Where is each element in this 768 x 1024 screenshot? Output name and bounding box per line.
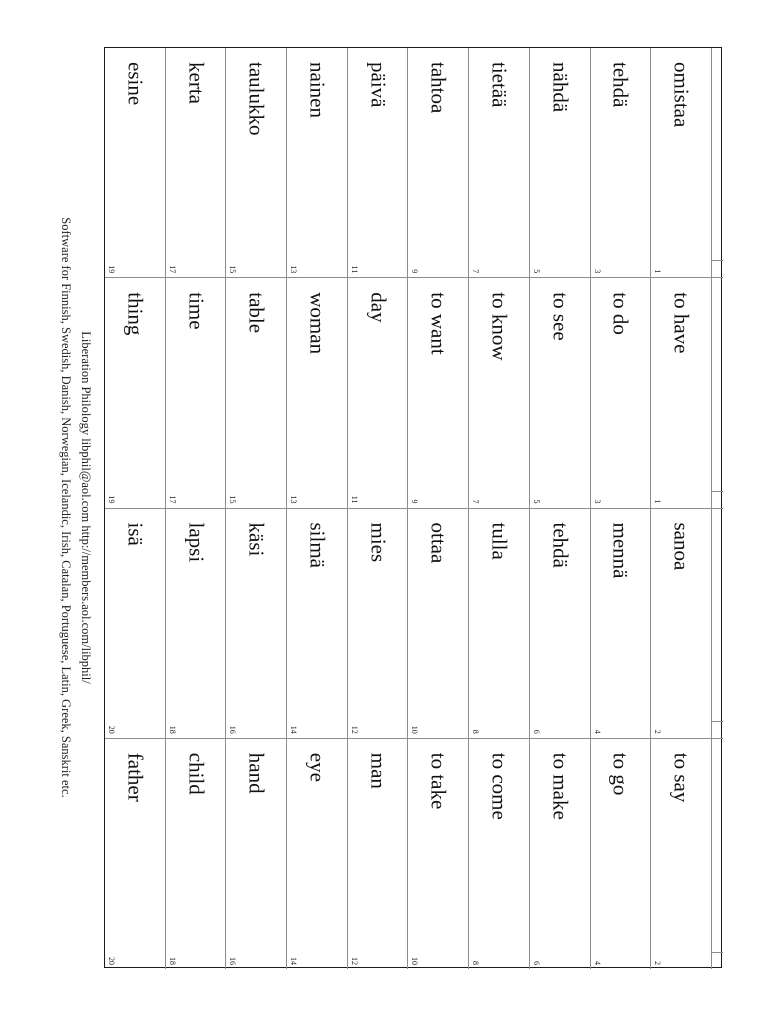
english-word: woman bbox=[305, 292, 330, 355]
card-cell bbox=[105, 48, 166, 278]
card-number: 2 bbox=[653, 729, 663, 734]
card-cell bbox=[651, 278, 712, 508]
footer bbox=[56, 47, 96, 968]
english-word: to make bbox=[548, 752, 573, 820]
card-number: 8 bbox=[471, 729, 481, 734]
card-number: 6 bbox=[531, 961, 541, 965]
card-cell bbox=[651, 48, 712, 278]
card-number: 8 bbox=[471, 961, 481, 965]
card-number: 5 bbox=[531, 499, 541, 504]
card-number: 20 bbox=[107, 957, 116, 965]
card-cell bbox=[469, 48, 530, 278]
card-cell bbox=[287, 48, 348, 278]
finnish-word: taulukko bbox=[244, 62, 269, 136]
card-cell bbox=[591, 48, 652, 278]
card-cell bbox=[348, 739, 409, 969]
finnish-word: isä bbox=[123, 522, 148, 546]
card-cell bbox=[530, 48, 591, 278]
card-cell bbox=[530, 509, 591, 739]
finnish-word: esine bbox=[123, 62, 148, 106]
english-word: to come bbox=[487, 752, 512, 820]
card-number: 10 bbox=[410, 957, 420, 965]
finnish-word: silmä bbox=[305, 522, 330, 568]
finnish-word: tahtoa bbox=[426, 62, 451, 114]
card-number: 16 bbox=[228, 957, 238, 965]
english-word: day bbox=[366, 292, 391, 323]
finnish-word: mies bbox=[366, 522, 391, 563]
card-number: 14 bbox=[289, 957, 299, 965]
footer-contact-line: Liberation Philology libphil@aol.com http://members.aol.com/libphil/ bbox=[79, 331, 93, 684]
card-number: 10 bbox=[410, 725, 420, 734]
finnish-word: tehdä bbox=[608, 62, 633, 108]
card-cell bbox=[469, 739, 530, 969]
card-cell bbox=[105, 278, 166, 508]
card-cell bbox=[591, 739, 652, 969]
card-cell bbox=[105, 509, 166, 739]
english-word: table bbox=[244, 292, 269, 334]
card-cell bbox=[409, 739, 470, 969]
card-number: 12 bbox=[349, 725, 359, 734]
card-number: 11 bbox=[349, 265, 359, 274]
english-word: hand bbox=[244, 752, 269, 794]
english-word: to take bbox=[426, 752, 451, 810]
card-cell bbox=[166, 48, 227, 278]
card-number: 15 bbox=[228, 495, 238, 504]
finnish-word: tehdä bbox=[548, 522, 573, 568]
card-number: 19 bbox=[107, 495, 116, 504]
corner-mark bbox=[712, 721, 723, 738]
card-cell bbox=[226, 48, 287, 278]
header-strip bbox=[712, 48, 723, 278]
card-number: 7 bbox=[471, 269, 481, 274]
card-number: 13 bbox=[289, 265, 299, 274]
english-word: thing bbox=[123, 292, 148, 336]
flashcard-grid bbox=[105, 48, 723, 969]
card-number: 12 bbox=[349, 957, 359, 965]
finnish-word: mennä bbox=[608, 522, 633, 579]
card-number: 19 bbox=[107, 265, 116, 274]
card-cell bbox=[166, 509, 227, 739]
flashcard-sheet bbox=[104, 47, 722, 968]
card-cell bbox=[651, 739, 712, 969]
english-word: father bbox=[123, 752, 148, 802]
header-strip bbox=[712, 509, 723, 739]
card-number: 18 bbox=[167, 957, 177, 965]
card-number: 20 bbox=[107, 725, 116, 734]
english-word: time bbox=[184, 292, 209, 330]
corner-mark bbox=[712, 952, 723, 969]
card-number: 1 bbox=[653, 499, 663, 504]
card-cell bbox=[591, 509, 652, 739]
card-cell bbox=[409, 509, 470, 739]
card-number: 9 bbox=[410, 499, 420, 504]
english-word: to go bbox=[608, 752, 633, 796]
card-cell bbox=[287, 509, 348, 739]
card-number: 3 bbox=[592, 499, 602, 504]
card-number: 5 bbox=[531, 269, 541, 274]
english-word: to see bbox=[548, 292, 573, 341]
english-word: eye bbox=[305, 752, 330, 782]
corner-mark bbox=[712, 260, 723, 277]
finnish-word: tietää bbox=[487, 62, 512, 108]
card-cell bbox=[226, 278, 287, 508]
card-cell bbox=[409, 278, 470, 508]
card-number: 17 bbox=[167, 495, 177, 504]
finnish-word: päivä bbox=[366, 62, 391, 108]
finnish-word: omistaa bbox=[669, 62, 694, 128]
finnish-word: lapsi bbox=[184, 522, 209, 563]
header-strip bbox=[712, 739, 723, 969]
finnish-word: sanoa bbox=[669, 522, 694, 571]
card-cell bbox=[166, 278, 227, 508]
english-word: to do bbox=[608, 292, 633, 335]
card-number: 15 bbox=[228, 265, 238, 274]
header-strip bbox=[712, 278, 723, 508]
card-number: 1 bbox=[653, 269, 663, 274]
card-number: 3 bbox=[592, 269, 602, 274]
english-word: man bbox=[366, 752, 391, 789]
card-cell bbox=[469, 278, 530, 508]
card-cell bbox=[469, 509, 530, 739]
finnish-word: nainen bbox=[305, 62, 330, 118]
english-word: to have bbox=[669, 292, 694, 354]
english-word: to know bbox=[487, 292, 512, 361]
card-number: 6 bbox=[531, 729, 541, 734]
finnish-word: kerta bbox=[184, 62, 209, 104]
footer-languages-line: Software for Finnish, Swedish, Danish, Norwegian, Icelandic, Irish, Catalan, Portuguese, Latin, Greek, Sanskrit etc. bbox=[59, 217, 73, 798]
card-cell bbox=[530, 739, 591, 969]
finnish-word: nähdä bbox=[548, 62, 573, 113]
card-number: 4 bbox=[592, 961, 602, 965]
card-cell bbox=[287, 739, 348, 969]
card-number: 2 bbox=[653, 961, 663, 965]
card-number: 7 bbox=[471, 499, 481, 504]
english-word: to want bbox=[426, 292, 451, 355]
finnish-word: käsi bbox=[244, 522, 269, 557]
card-cell bbox=[591, 278, 652, 508]
card-number: 13 bbox=[289, 495, 299, 504]
card-cell bbox=[226, 739, 287, 969]
card-cell bbox=[651, 509, 712, 739]
card-cell bbox=[105, 739, 166, 969]
english-word: to say bbox=[669, 752, 694, 803]
finnish-word: tulla bbox=[487, 522, 512, 560]
card-cell bbox=[166, 739, 227, 969]
card-cell bbox=[530, 278, 591, 508]
card-cell bbox=[348, 509, 409, 739]
card-number: 11 bbox=[349, 495, 359, 504]
corner-mark bbox=[712, 491, 723, 508]
card-number: 14 bbox=[289, 725, 299, 734]
card-number: 16 bbox=[228, 725, 238, 734]
card-number: 17 bbox=[167, 265, 177, 274]
card-number: 18 bbox=[167, 725, 177, 734]
english-word: child bbox=[184, 752, 209, 795]
card-cell bbox=[348, 48, 409, 278]
card-cell bbox=[287, 278, 348, 508]
card-cell bbox=[409, 48, 470, 278]
card-number: 4 bbox=[592, 729, 602, 734]
card-cell bbox=[226, 509, 287, 739]
card-number: 9 bbox=[410, 269, 420, 274]
card-cell bbox=[348, 278, 409, 508]
finnish-word: ottaa bbox=[426, 522, 451, 564]
